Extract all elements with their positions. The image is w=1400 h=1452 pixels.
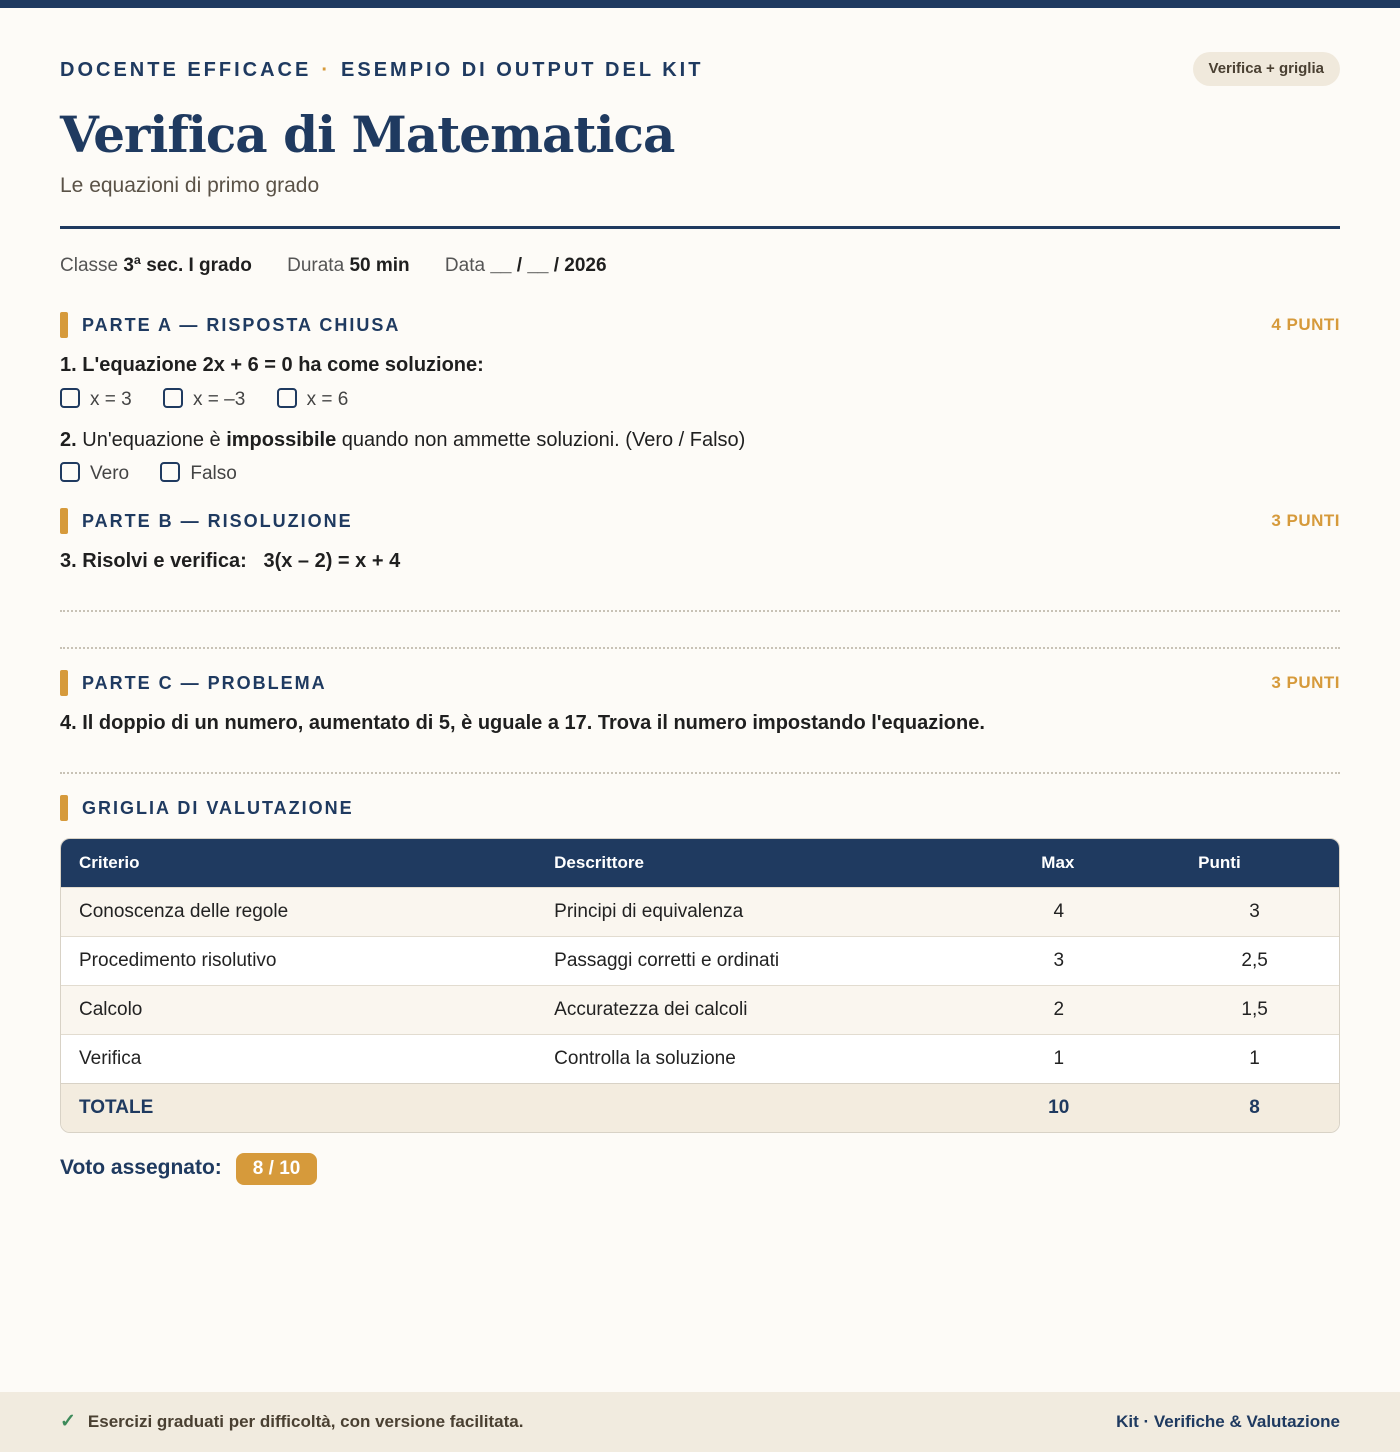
brand-name: DOCENTE EFFICACE [60,59,312,81]
section-marker [60,508,68,534]
option-label: Vero [90,463,130,484]
question-number: 3. [60,550,77,572]
meta-duration-label: Durata [287,255,345,276]
option-x-minus-3[interactable] [163,387,245,413]
top-accent-bar [0,0,1400,8]
checkbox-icon[interactable] [160,462,180,482]
meta-duration [287,255,410,276]
checkbox-icon[interactable] [163,388,183,408]
question-emphasis: impossibile [226,429,337,451]
question-text-end: ha come soluzione: [298,354,484,376]
cell-max: 1 [1011,1034,1148,1083]
question-text: Un'equazione è [82,429,221,451]
section-marker [60,312,68,338]
table-row [61,936,1339,985]
question-number: 1. [60,354,77,376]
option-label: x = 3 [90,389,132,410]
section-marker [60,670,68,696]
header-descrittore: Descrittore [536,839,1011,887]
table-row [61,985,1339,1034]
cell-punti: 2,5 [1148,936,1339,985]
section-part-c [60,670,1340,696]
section-part-b [60,508,1340,534]
meta-row [60,252,637,280]
option-x-6[interactable] [277,387,349,413]
meta-date [445,255,607,276]
cell-max: 4 [1011,887,1148,936]
answer-line[interactable] [60,772,1340,774]
footer-kit-name: Kit · Verifiche & Valutazione [1116,1412,1340,1431]
cell-punti: 3 [1148,887,1339,936]
total-empty [536,1083,1011,1132]
page-subtitle: Le equazioni di primo grado [60,174,320,197]
question-text: Il doppio di un numero, aumentato di 5, è uguale a 17. Trova il numero impostando l'equazione. [82,712,985,734]
answer-line[interactable] [60,610,1340,612]
cell-criterio: Procedimento risolutivo [61,936,536,985]
section-points: 3 PUNTI [1271,673,1340,692]
meta-date-label: Data [444,255,486,276]
cell-punti: 1 [1148,1034,1339,1083]
question-3 [60,547,400,575]
question-number: 4. [60,712,77,734]
kicker-tagline: ESEMPIO DI OUTPUT DEL KIT [341,59,704,81]
option-falso[interactable] [160,461,236,487]
section-title: GRIGLIA DI VALUTAZIONE [82,798,354,818]
question-number: 2. [60,429,77,451]
cell-punti: 1,5 [1148,985,1339,1034]
checkbox-icon[interactable] [60,388,80,408]
header-criterio: Criterio [61,839,536,887]
footer [0,1392,1400,1452]
section-points: 4 PUNTI [1271,315,1340,334]
option-label: x = 6 [306,389,349,410]
cell-descrittore: Principi di equivalenza [536,887,1011,936]
footer-note [60,1392,523,1452]
type-pill: Verifica + griglia [1193,52,1340,86]
total-max: 10 [1011,1083,1148,1132]
option-x-3[interactable] [60,387,132,413]
question-4 [60,709,985,737]
question-expression: 2x + 6 = 0 [202,354,293,376]
question-1-options [60,387,374,413]
question-text: Risolvi e verifica: [82,550,247,572]
option-label: x = –3 [193,389,246,410]
cell-criterio: Conoscenza delle regole [61,887,536,936]
table-row [61,887,1339,936]
checkmark-icon: ✓ [60,1411,76,1432]
question-text-end: quando non ammette soluzioni. (Vero / Falso) [341,429,746,451]
question-expression: 3(x – 2) = x + 4 [263,550,401,572]
total-punti: 8 [1148,1083,1339,1132]
total-label: TOTALE [61,1083,536,1132]
section-points: 3 PUNTI [1271,511,1340,530]
checkbox-icon[interactable] [277,388,297,408]
section-part-a [60,312,1340,338]
section-marker [60,795,68,821]
answer-line[interactable] [60,647,1340,649]
cell-max: 2 [1011,985,1148,1034]
meta-class-label: Classe [60,255,119,276]
grade-badge: 8 / 10 [236,1153,318,1185]
meta-duration-value: 50 min [349,255,410,276]
question-1 [60,351,484,379]
cell-max: 3 [1011,936,1148,985]
table-total-row [61,1083,1339,1132]
checkbox-icon[interactable] [60,462,80,482]
cell-descrittore: Controlla la soluzione [536,1034,1011,1083]
cell-criterio: Verifica [61,1034,536,1083]
question-2-options [60,461,263,487]
section-title: PARTE B — RISOLUZIONE [82,511,353,531]
grade-label: Voto assegnato: [60,1156,222,1179]
cell-descrittore: Passaggi corretti e ordinati [536,936,1011,985]
table-header [61,839,1339,887]
table-row [61,1034,1339,1083]
kicker-separator: · [321,59,332,81]
header-punti: Punti [1148,839,1339,887]
cell-criterio: Calcolo [61,985,536,1034]
kicker [60,56,1340,84]
option-label: Falso [190,463,237,484]
section-grid [60,795,1340,821]
meta-date-value: __ / __ / 2026 [490,255,607,276]
question-text: L'equazione [82,354,198,376]
evaluation-grid [60,838,1340,1133]
meta-class-value: 3ª sec. I grado [123,255,252,276]
header-max: Max [1011,839,1148,887]
question-2 [60,426,745,454]
option-vero[interactable] [60,461,129,487]
assigned-grade [60,1152,317,1184]
cell-descrittore: Accuratezza dei calcoli [536,985,1011,1034]
section-title: PARTE C — PROBLEMA [82,673,327,693]
page-title: Verifica di Matematica [60,105,675,164]
meta-class [60,255,252,276]
footer-note-text: Esercizi graduati per difficoltà, con versione facilitata. [87,1412,524,1431]
section-title: PARTE A — RISPOSTA CHIUSA [82,315,401,335]
header-row [60,56,1340,84]
title-divider [60,226,1340,229]
